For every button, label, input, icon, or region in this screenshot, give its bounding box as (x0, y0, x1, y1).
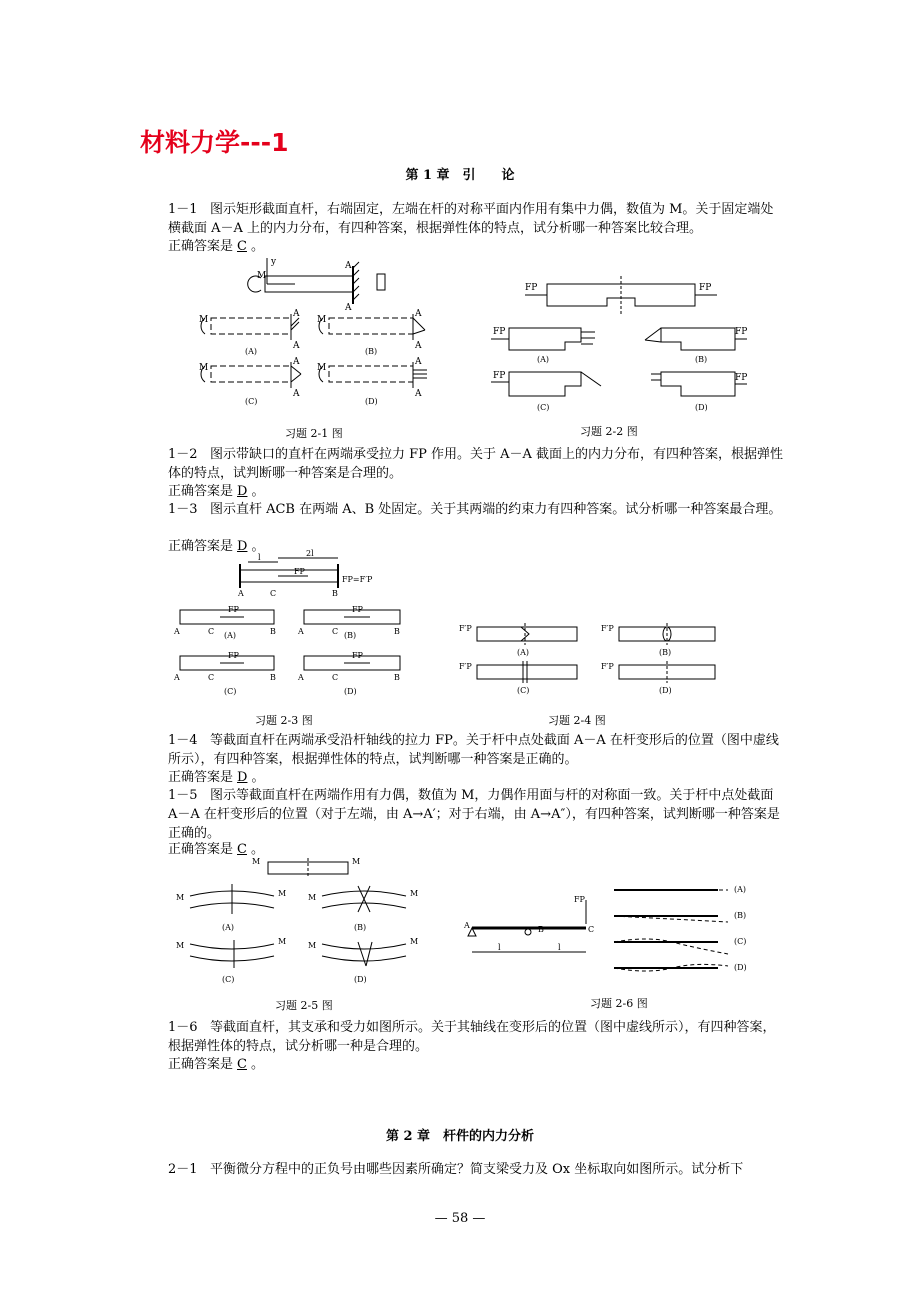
svg-text:C: C (588, 925, 595, 934)
answer-value: C (237, 239, 247, 254)
svg-text:M: M (199, 363, 209, 373)
option-label: (D) (365, 397, 378, 406)
option-label: (C) (517, 686, 530, 695)
answer-suffix: 。 (250, 1057, 264, 1072)
svg-text:F′P: F′P (459, 662, 472, 671)
figure-2-3 (168, 549, 418, 704)
option-label: (B) (354, 923, 367, 932)
answer-prefix: 正确答案是 (168, 539, 234, 554)
svg-text:B: B (270, 627, 276, 636)
svg-text:C: C (332, 627, 339, 636)
problem-number: 1－5 (168, 788, 198, 803)
svg-text:FP: FP (735, 373, 748, 383)
svg-text:C: C (270, 589, 277, 598)
svg-text:A: A (415, 389, 422, 399)
svg-text:FP: FP (525, 283, 538, 293)
svg-text:FP=F′P: FP=F′P (342, 575, 373, 584)
svg-text:l: l (498, 943, 501, 952)
svg-text:A: A (298, 673, 304, 682)
svg-text:M: M (176, 941, 185, 950)
answer-value: D (237, 770, 248, 785)
svg-text:F′P: F′P (459, 624, 472, 633)
svg-text:M: M (308, 941, 317, 950)
svg-text:A: A (345, 303, 352, 313)
option-label: (A) (224, 631, 237, 640)
svg-text:M: M (278, 937, 287, 946)
answer-1-4 (168, 768, 264, 787)
problem-1-6 (168, 1018, 786, 1056)
svg-text:FP: FP (352, 605, 363, 614)
svg-text:A: A (293, 309, 300, 319)
option-label: (A) (222, 923, 235, 932)
option-label: (D) (734, 963, 747, 972)
svg-text:M: M (199, 315, 209, 325)
answer-value: C (237, 842, 247, 857)
svg-text:C: C (208, 673, 215, 682)
problem-text: 图示直杆 ACB 在两端 A、B 处固定。关于其两端的约束力有四种答案。试分析哪一种答案最合理。 (209, 502, 782, 517)
answer-suffix: 。 (250, 842, 264, 857)
answer-value: D (237, 539, 248, 554)
svg-text:A: A (415, 357, 422, 367)
svg-text:M: M (410, 937, 419, 946)
option-label: (B) (695, 355, 708, 364)
svg-text:l: l (258, 553, 261, 562)
svg-text:A: A (293, 389, 300, 399)
svg-text:A: A (238, 589, 244, 598)
svg-text:2l: 2l (306, 549, 314, 558)
problem-1-4 (168, 731, 786, 769)
option-label: (D) (695, 403, 708, 412)
figure-2-1 (195, 258, 455, 418)
option-label: (C) (734, 937, 747, 946)
caption-fig-2-2: 习题 2-2 图 (580, 425, 638, 438)
option-label: (D) (344, 687, 357, 696)
svg-text:A: A (464, 921, 470, 930)
caption-fig-2-1: 习题 2-1 图 (285, 427, 343, 440)
svg-text:A: A (293, 357, 300, 367)
svg-text:A: A (415, 309, 422, 319)
option-label: (D) (659, 686, 672, 695)
svg-text:A: A (345, 261, 352, 271)
svg-text:FP: FP (294, 567, 305, 576)
answer-suffix: 。 (251, 539, 265, 554)
svg-text:A: A (298, 627, 304, 636)
problem-number: 1－4 (168, 733, 198, 748)
svg-text:A: A (293, 341, 300, 351)
problem-1-5 (168, 786, 786, 843)
answer-suffix: 。 (251, 484, 265, 499)
page-number: — 58 — (434, 1211, 486, 1226)
svg-text:FP: FP (352, 651, 363, 660)
svg-text:A: A (174, 673, 180, 682)
caption-fig-2-6: 习题 2-6 图 (590, 997, 648, 1010)
svg-text:M: M (176, 893, 185, 902)
answer-value: C (237, 1057, 247, 1072)
problem-text: 图示带缺口的直杆在两端承受拉力 FP 作用。关于 A－A 截面上的内力分布，有四种答案，根据弹性体的特点，试判断哪一种答案是合理的。 (168, 447, 784, 481)
svg-text:FP: FP (699, 283, 712, 293)
figure-2-5 (172, 856, 442, 990)
problem-1-2 (168, 445, 786, 483)
svg-text:FP: FP (493, 371, 506, 381)
answer-prefix: 正确答案是 (168, 770, 234, 785)
svg-text:FP: FP (228, 605, 239, 614)
option-label: (C) (222, 975, 235, 984)
answer-prefix: 正确答案是 (168, 239, 234, 254)
svg-text:F′P: F′P (601, 662, 614, 671)
option-label: (B) (734, 911, 747, 920)
svg-text:M: M (278, 889, 287, 898)
document-title: 材料力学---1 (140, 128, 289, 157)
caption-fig-2-4: 习题 2-4 图 (548, 714, 606, 727)
problem-text: 平衡微分方程中的正负号由哪些因素所确定？简支梁受力及 Ox 坐标取向如图所示。试分析下 (209, 1162, 744, 1177)
svg-text:F′P: F′P (601, 624, 614, 633)
svg-text:M: M (308, 893, 317, 902)
svg-text:M: M (317, 363, 327, 373)
option-label: (B) (365, 347, 378, 356)
problem-number: 1－1 (168, 202, 198, 217)
option-label: (A) (734, 885, 747, 894)
option-label: (B) (344, 631, 357, 640)
option-label: (C) (537, 403, 550, 412)
problem-text: 等截面直杆，其支承和受力如图所示。关于其轴线在变形后的位置（图中虚线所示），有四种答案，根据弹性体的特点，试分析哪一种是合理的。 (168, 1020, 776, 1054)
answer-1-1 (168, 237, 264, 256)
option-label: (D) (354, 975, 367, 984)
option-label: (A) (537, 355, 550, 364)
problem-number: 1－6 (168, 1020, 198, 1035)
problem-number: 1－3 (168, 502, 198, 517)
problem-number: 1－2 (168, 447, 198, 462)
answer-value: D (237, 484, 248, 499)
svg-text:C: C (332, 673, 339, 682)
option-label: (A) (245, 347, 258, 356)
svg-text:FP: FP (574, 895, 585, 904)
option-label: (C) (245, 397, 258, 406)
problem-text: 图示矩形截面直杆，右端固定，左端在杆的对称平面内作用有集中力偶，数值为 M。关于固定端处横截面 A－A 上的内力分布，有四种答案，根据弹性体的特点，试分析哪一种答案比较合理。 (168, 202, 774, 236)
answer-prefix: 正确答案是 (168, 1057, 234, 1072)
svg-text:FP: FP (228, 651, 239, 660)
answer-prefix: 正确答案是 (168, 842, 234, 857)
chapter-1-heading: 第 1 章 引 论 (405, 168, 515, 183)
chapter-2-heading: 第 2 章 杆件的内力分析 (385, 1129, 535, 1144)
caption-fig-2-3: 习题 2-3 图 (255, 714, 313, 727)
option-label: (B) (659, 648, 672, 657)
answer-suffix: 。 (251, 770, 265, 785)
problem-1-3 (168, 500, 786, 519)
svg-text:B: B (394, 627, 400, 636)
svg-text:B: B (332, 589, 338, 598)
answer-1-2 (168, 482, 264, 501)
svg-text:M: M (410, 889, 419, 898)
svg-text:C: C (208, 627, 215, 636)
option-label: (A) (517, 648, 530, 657)
svg-text:y: y (271, 257, 277, 267)
svg-text:A: A (174, 627, 180, 636)
svg-text:FP: FP (493, 327, 506, 337)
answer-1-6 (168, 1055, 264, 1074)
problem-text: 等截面直杆在两端承受沿杆轴线的拉力 FP。关于杆中点处截面 A－A 在杆变形后的位置（图中虚线所示），有四种答案，根据弹性体的特点，试判断哪一种答案是正确的。 (168, 733, 779, 767)
problem-1-1 (168, 200, 786, 238)
svg-text:l: l (558, 943, 561, 952)
option-label: (C) (224, 687, 237, 696)
svg-text:M: M (252, 857, 261, 866)
svg-text:M: M (317, 315, 327, 325)
svg-text:A: A (415, 341, 422, 351)
svg-text:B: B (538, 925, 544, 934)
problem-number: 2－1 (168, 1162, 198, 1177)
svg-text:FP: FP (735, 327, 748, 337)
figure-2-6 (458, 876, 768, 984)
figure-2-2 (485, 262, 748, 418)
svg-text:B: B (394, 673, 400, 682)
svg-text:M: M (352, 857, 361, 866)
answer-suffix: 。 (250, 239, 264, 254)
problem-text: 图示等截面直杆在两端作用有力偶，数值为 M，力偶作用面与杆的对称面一致。关于杆中点处截面 A－A 在杆变形后的位置（对于左端，由 A→A′；对于右端，由 A→A″），有四种答案，试判断哪一种答案是正确的。 (168, 788, 780, 841)
caption-fig-2-5: 习题 2-5 图 (275, 999, 333, 1012)
svg-text:M: M (257, 271, 267, 281)
figure-2-4 (455, 615, 720, 705)
answer-prefix: 正确答案是 (168, 484, 234, 499)
svg-text:B: B (270, 673, 276, 682)
problem-2-1 (168, 1160, 786, 1179)
